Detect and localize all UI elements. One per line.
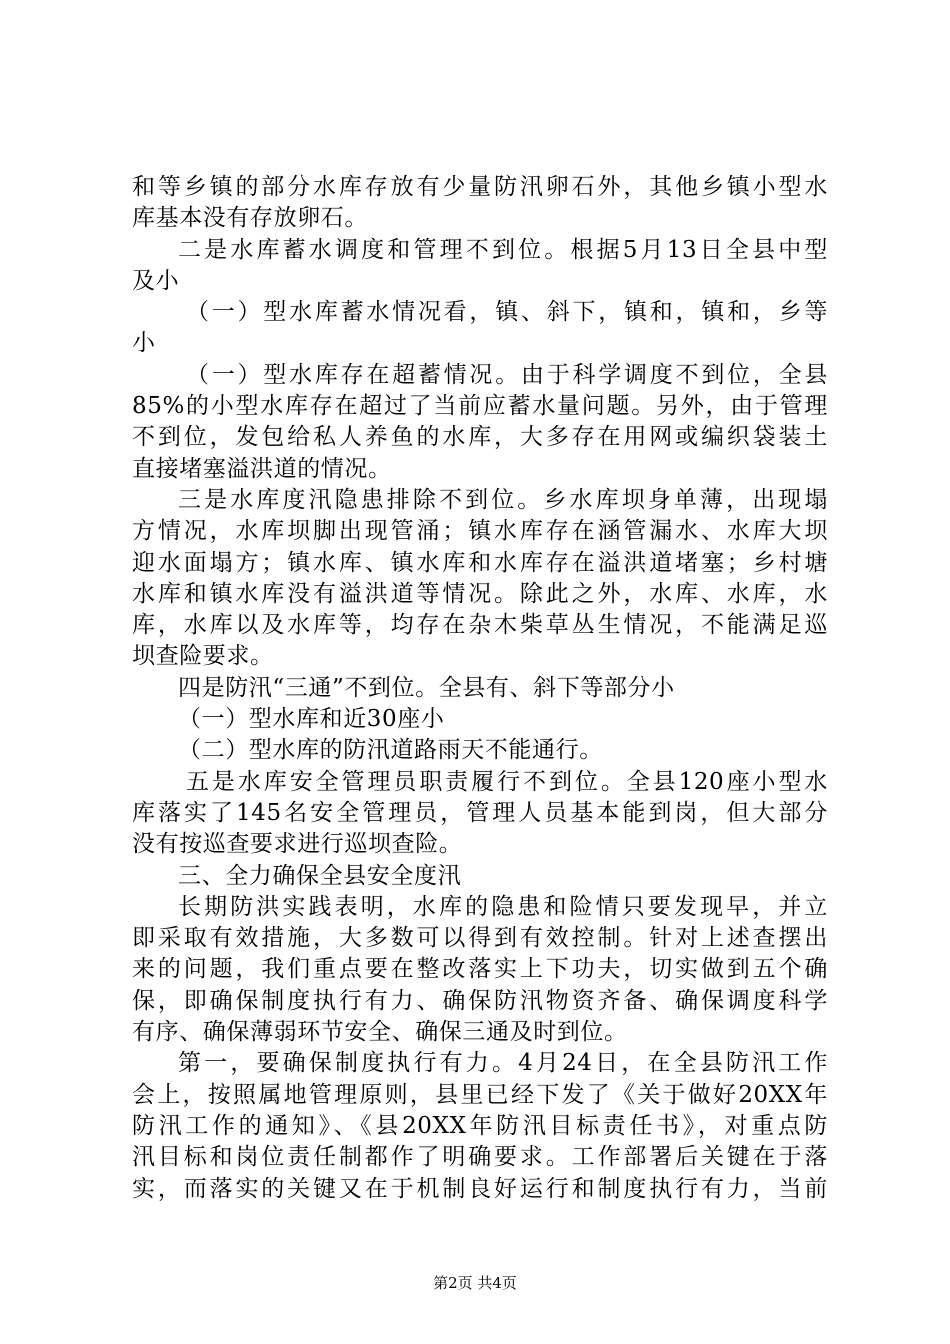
text-line: 保，即确保制度执行有力、确保防汛物资齐备、确保调度科学 xyxy=(132,987,828,1014)
page-number-footer: 第2页 共4页 xyxy=(433,1274,517,1292)
text-line: 水库和镇水库没有溢洪道等情况。除此之外，水库、水库，水 xyxy=(132,580,828,607)
text-line: （一）型水库存在超蓄情况。由于科学调度不到位，全县 xyxy=(186,361,828,388)
text-line: 和等乡镇的部分水库存放有少量防汛卵石外，其他乡镇小型水 xyxy=(132,174,828,200)
text-line: 会上，按照属地管理原则，县里已经下发了《关于做好20XX年 xyxy=(132,1081,828,1108)
section-heading: 三、全力确保全县安全度汛 xyxy=(178,862,462,889)
text-line: 小 xyxy=(132,330,156,357)
text-line: 长期防洪实践表明，水库的隐患和险情只要发现早，并立 xyxy=(178,893,828,920)
text-line: 即采取有效措施，大多数可以得到有效控制。针对上述查摆出 xyxy=(132,925,828,952)
text-line: 库基本没有存放卵石。 xyxy=(132,205,368,232)
text-line: 有序、确保薄弱环节安全、确保三通及时到位。 xyxy=(132,1019,628,1046)
text-line: 迎水面塌方；镇水库、镇水库和水库存在溢洪道堵塞；乡村塘 xyxy=(132,549,828,576)
text-line: 库，水库以及水库等，均存在杂木柴草丛生情况，不能满足巡 xyxy=(132,612,828,639)
text-line: （一）型水库蓄水情况看，镇、斜下，镇和，镇和，乡等 xyxy=(186,299,828,326)
text-line: 实，而落实的关键又在于机制良好运行和制度执行有力，当前 xyxy=(132,1175,828,1202)
text-line: 来的问题，我们重点要在整改落实上下功夫，切实做到五个确 xyxy=(132,956,828,983)
text-line: 四是防汛“三通”不到位。全县有、斜下等部分小 xyxy=(178,674,675,701)
text-line: 第一，要确保制度执行有力。4月24日，在全县防汛工作 xyxy=(178,1050,828,1077)
body-text xyxy=(132,172,828,1205)
text-line: 85%的小型水库存在超过了当前应蓄水量问题。另外，由于管理 xyxy=(132,393,828,420)
text-line: 直接堵塞溢洪道的情况。 xyxy=(132,455,392,482)
text-line: 没有按巡查要求进行巡坝查险。 xyxy=(132,831,463,858)
text-line: 坝查险要求。 xyxy=(132,643,274,670)
text-line: 五是水库安全管理员职责履行不到位。全县120座小型水 xyxy=(186,768,828,795)
text-line: 库落实了145名安全管理员，管理人员基本能到岗，但大部分 xyxy=(132,799,828,826)
text-line: 不到位，发包给私人养鱼的水库，大多存在用网或编织袋装土 xyxy=(132,424,828,451)
text-line: （一）型水库和近30座小 xyxy=(178,706,445,733)
text-line: 方情况，水库坝脚出现管涌；镇水库存在涵管漏水、水库大坝 xyxy=(132,518,828,545)
text-line: 及小 xyxy=(132,267,180,294)
text-line: 二是水库蓄水调度和管理不到位。根据5月13日全县中型 xyxy=(178,236,828,263)
text-line: 汛目标和岗位责任制都作了明确要求。工作部署后关键在于落 xyxy=(132,1144,828,1171)
text-line: 防汛工作的通知》、《县20XX年防汛目标责任书》，对重点防 xyxy=(132,1112,828,1139)
text-line: （二）型水库的防汛道路雨天不能通行。 xyxy=(178,737,603,764)
text-line: 三是水库度汛隐患排除不到位。乡水库坝身单薄，出现塌 xyxy=(178,486,828,513)
